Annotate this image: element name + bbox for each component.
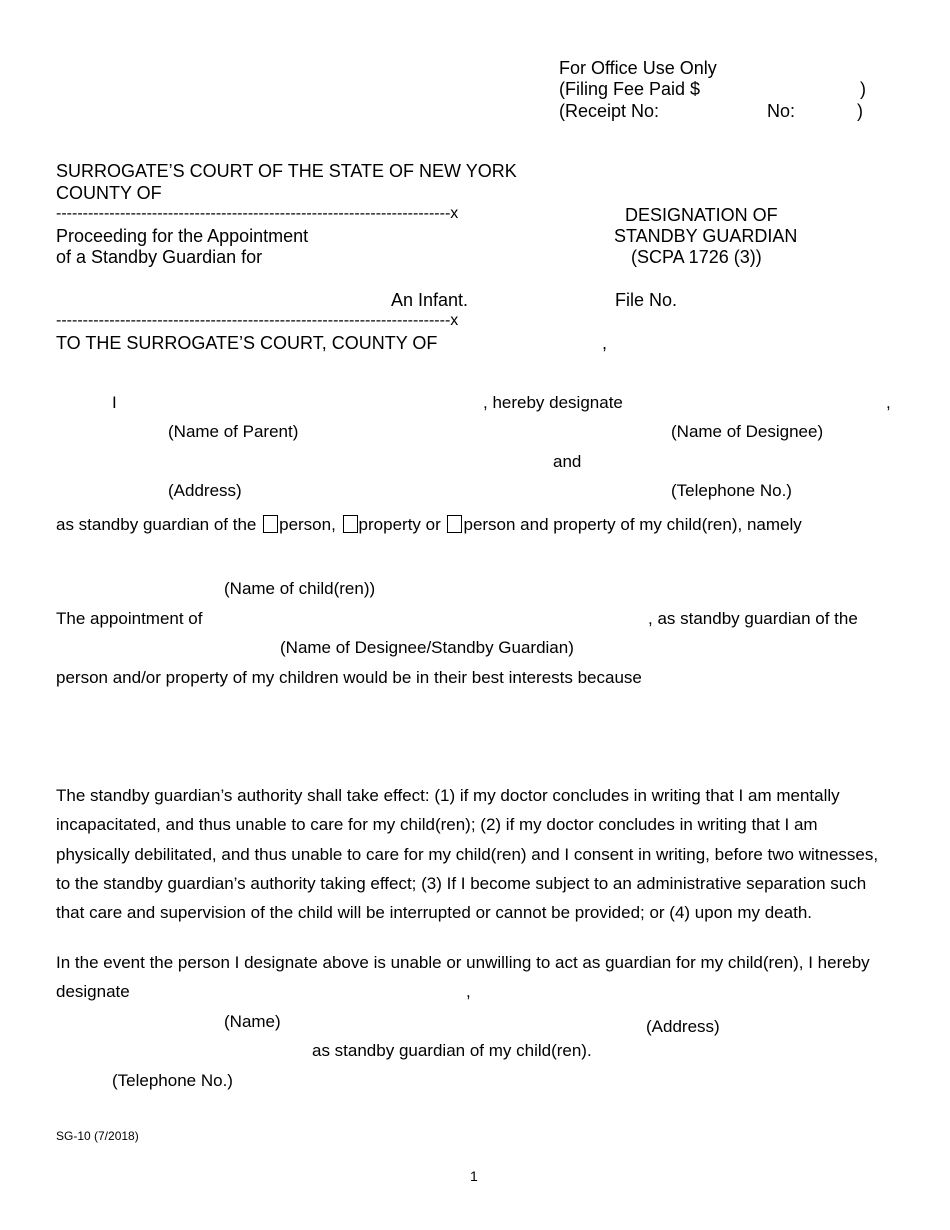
file-no-label: File No.: [615, 290, 678, 310]
alternate-address-label: (Address): [646, 1017, 720, 1036]
name-of-parent-label: (Name of Parent): [168, 422, 299, 441]
court-name: SURROGATE’S COURT OF THE STATE OF NEW YORK: [56, 161, 517, 181]
person-checkbox[interactable]: [263, 515, 278, 533]
standby-prefix: as standby guardian of the: [56, 515, 257, 534]
receipt-close: ): [857, 101, 863, 121]
property-option-label: property or: [358, 515, 441, 534]
filing-fee-label: (Filing Fee Paid $: [559, 79, 701, 99]
property-checkbox[interactable]: [343, 515, 358, 533]
alternate-as-standby: as standby guardian of my child(ren).: [312, 1041, 592, 1060]
person-and-property-checkbox[interactable]: [447, 515, 462, 533]
address-label: (Address): [168, 481, 242, 500]
designation-comma: ,: [886, 393, 891, 412]
authority-line: The standby guardian’s authority shall take effect: (1) if my doctor concludes in writing that I am mentally: [56, 786, 840, 805]
caption-divider-top: --------------------------------------------------------------------------x: [56, 205, 459, 222]
alternate-line-1: In the event the person I designate above is unable or unwilling to act as guardian for my child(ren), I hereby: [56, 953, 870, 972]
hereby-designate: , hereby designate: [483, 393, 623, 412]
proceeding-line-2: of a Standby Guardian for: [56, 247, 263, 267]
proceeding-line-1: Proceeding for the Appointment: [56, 226, 309, 246]
doc-title-line-1: DESIGNATION OF: [625, 205, 778, 225]
authority-line: to the standby guardian’s authority taking effect; (3) If I become subject to an administrative separation such: [56, 874, 867, 893]
name-of-standby-guardian-label: (Name of Designee/Standby Guardian): [280, 638, 574, 657]
telephone-label: (Telephone No.): [671, 481, 792, 500]
alternate-designate: designate: [56, 982, 130, 1001]
standby-options-line: [56, 515, 802, 533]
and-label: and: [553, 452, 582, 471]
name-of-designee-label: (Name of Designee): [671, 422, 824, 441]
receipt-label: (Receipt No:: [559, 101, 660, 121]
authority-line: incapacitated, and thus unable to care for my child(ren); (2) if my doctor concludes in writing that I am: [56, 815, 818, 834]
alternate-comma: ,: [466, 982, 471, 1001]
receipt-no-label: No:: [767, 101, 796, 121]
page-number: 1: [470, 1168, 478, 1184]
alternate-name-label: (Name): [224, 1012, 281, 1031]
authority-line: that care and supervision of the child will be interrupted or cannot be provided; or (4) upon my death.: [56, 903, 812, 922]
to-court-comma: ,: [602, 333, 608, 353]
filing-fee-close: ): [860, 79, 866, 99]
appointment-suffix: , as standby guardian of the: [648, 609, 858, 628]
to-court-line: TO THE SURROGATE’S COURT, COUNTY OF: [56, 333, 438, 353]
statute-citation: (SCPA 1726 (3)): [631, 247, 762, 267]
designation-i: I: [112, 393, 117, 412]
alternate-telephone-label: (Telephone No.): [112, 1071, 233, 1090]
person-and-property-option-label: person and property of my child(ren), namely: [463, 515, 802, 534]
form-id: SG-10 (7/2018): [56, 1129, 139, 1143]
caption-divider-bottom: --------------------------------------------------------------------------x: [56, 312, 459, 329]
name-of-children-label: (Name of child(ren)): [224, 579, 376, 598]
authority-line: physically debilitated, and thus unable to care for my child(ren) and I consent in writing, before two witnesses,: [56, 845, 879, 864]
best-interests-line: person and/or property of my children would be in their best interests because: [56, 668, 642, 687]
office-use-title: For Office Use Only: [559, 58, 717, 78]
appointment-prefix: The appointment of: [56, 609, 203, 628]
county-label: COUNTY OF: [56, 183, 162, 203]
doc-title-line-2: STANDBY GUARDIAN: [614, 226, 798, 246]
infant-label: An Infant.: [391, 290, 469, 310]
person-option-label: person,: [279, 515, 336, 534]
